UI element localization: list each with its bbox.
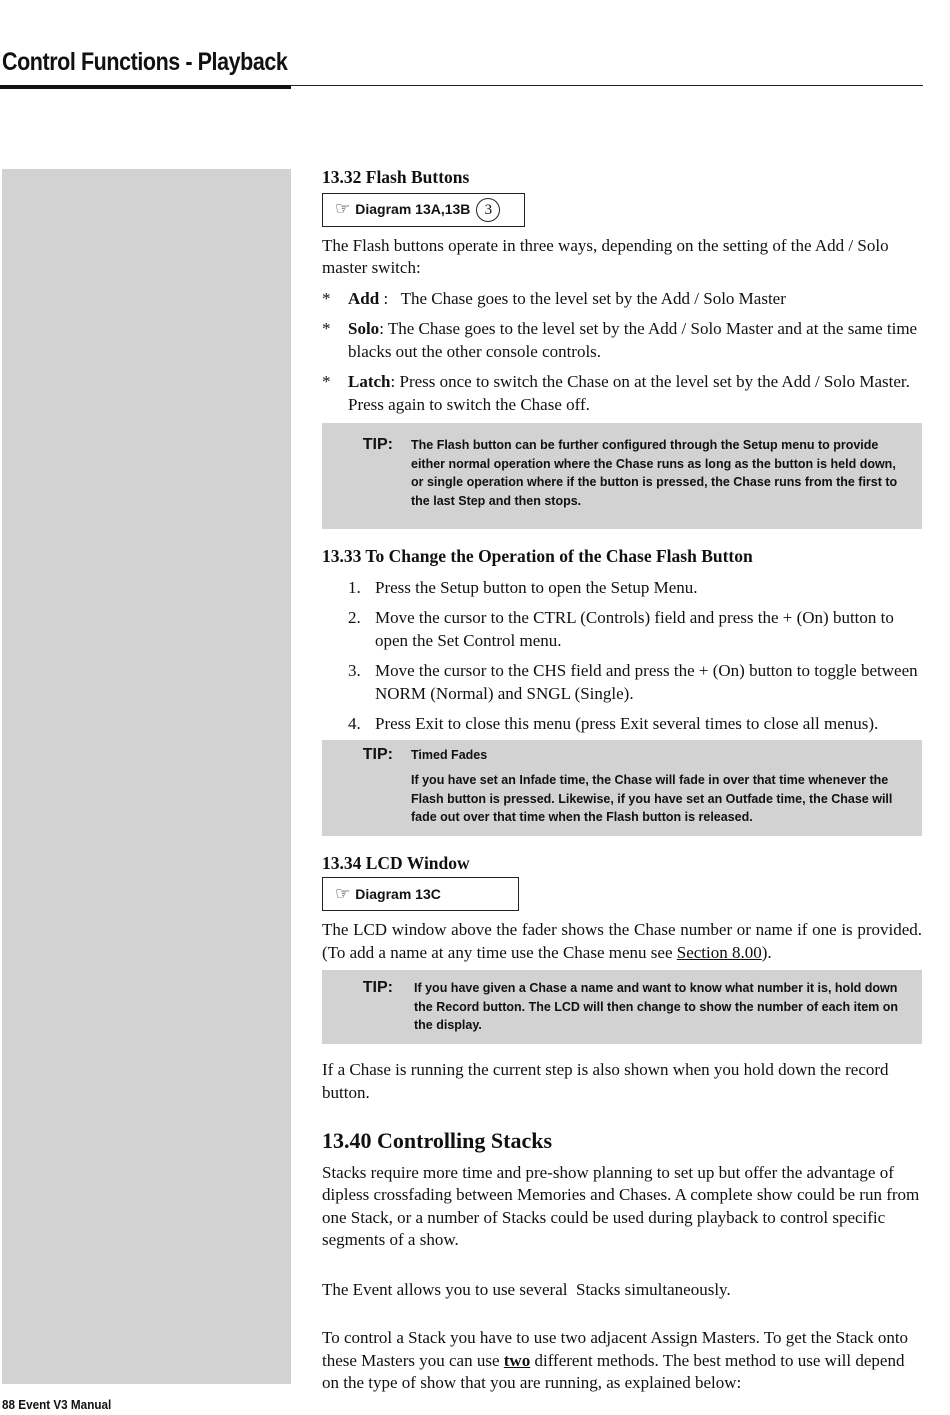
bullet-term: Add xyxy=(348,288,380,308)
main-content xyxy=(322,166,922,1395)
section-heading-13-32: 13.32 Flash Buttons xyxy=(322,167,470,187)
diagram-reference xyxy=(322,193,525,227)
list-item: 4. Press Exit to close this menu (press Exit several times to close all menus). xyxy=(322,713,922,736)
bullet-term: Solo xyxy=(348,319,380,338)
lcd-window-paragraph: The LCD window above the fader shows the Chase number or name if one is provided. (To add a name at any time use the Chase menu see Section 8.00). xyxy=(322,920,922,962)
list-item: * Add : The Chase goes to the level set by the Add / Solo Master xyxy=(322,288,786,308)
tip-text: The Flash button can be further configured through the Setup menu to provide either normal operation where the Chase runs as long as the button is held down, or single operation where if the button is pressed, the Chase runs from the first to the last Step and then stops. xyxy=(411,438,898,508)
list-item: 2. Move the cursor to the CTRL (Controls) field and press the + (On) button to open the Set Control menu. xyxy=(322,607,922,652)
diagram-reference-label: Diagram 13A,13B xyxy=(355,201,471,218)
page-footer: 88 Event V3 Manual xyxy=(2,1397,112,1412)
section-link[interactable]: Section 8.00 xyxy=(676,942,762,962)
bullet-text: The Chase goes to the level set by the Add / Solo Master xyxy=(400,288,786,308)
tip-title: Timed Fades xyxy=(411,747,488,762)
stacks-paragraph-3: To control a Stack you have to use two adjacent Assign Masters. To get the Stack onto these Masters you can use two different methods. The best method to use will depend on the type of show that you are running, as explained below: xyxy=(322,1328,909,1392)
list-item: 1. Press the Setup button to open the Setup Menu. xyxy=(322,577,922,600)
tip-text: If you have given a Chase a name and want to know what number it is, hold down the Record button. The LCD will then change to show the number of each item on the display. xyxy=(414,981,899,1032)
tip-label: TIP: xyxy=(362,745,393,763)
header-rule-accent xyxy=(0,85,291,89)
flash-buttons-intro: The Flash buttons operate in three ways, depending on the setting of the Add / Solo master switch: xyxy=(322,235,889,277)
running-chase-paragraph: If a Chase is running the current step is also shown when you hold down the record button. xyxy=(322,1060,889,1102)
bullet-text: Press once to switch the Chase on at the level set by the Add / Solo Master. Press again to switch the Chase off. xyxy=(348,372,910,414)
diagram-reference-label: Diagram 13C xyxy=(355,885,441,902)
section-heading-13-34: 13.34 LCD Window xyxy=(322,852,470,873)
tip-label: TIP: xyxy=(362,979,393,996)
tip-box xyxy=(322,970,922,1044)
list-item: * Solo: The Chase goes to the level set by the Add / Solo Master and at the same time blacks out the other console controls. xyxy=(322,319,918,361)
list-item: * Latch: Press once to switch the Chase on at the level set by the Add / Solo Master. Press again to switch the Chase off. xyxy=(322,372,910,414)
bullet-term: Latch xyxy=(348,372,391,391)
step-text: Move the cursor to the CHS field and press the + (On) button to toggle between NORM (Normal) and SNGL (Single). xyxy=(375,661,918,703)
page-header-title: Control Functions - Playback xyxy=(2,48,288,76)
stacks-paragraph-2: The Event allows you to use several Stacks simultaneously. xyxy=(322,1279,731,1299)
left-margin-panel xyxy=(2,169,291,1384)
tip-label: TIP: xyxy=(362,436,393,453)
bullet-text: The Chase goes to the level set by the Add / Solo Master and at the same time blacks out the other console controls. xyxy=(348,319,918,361)
diagram-number-badge: 3 xyxy=(476,198,500,222)
stacks-paragraph-1: Stacks require more time and pre-show planning to set up but offer the advantage of dipless crossfading between Memories and Chases. A complete show could be run from one Stack, or a number of Stacks could be used during playback to control specific segments of a show. xyxy=(322,1162,920,1249)
tip-box xyxy=(322,740,922,836)
list-item: 3. Move the cursor to the CHS field and press the + (On) button to toggle between NORM (Normal) and SNGL (Single). xyxy=(322,660,922,705)
pointing-hand-icon: ☞ xyxy=(335,883,351,903)
tip-box xyxy=(322,423,922,529)
step-text: Move the cursor to the CTRL (Controls) field and press the + (On) button to open the Set Control menu. xyxy=(375,608,894,650)
step-text: Press the Setup button to open the Setup Menu. xyxy=(375,577,698,597)
diagram-reference xyxy=(322,877,519,911)
section-heading-13-33: 13.33 To Change the Operation of the Chase Flash Button xyxy=(322,546,753,566)
emphasis-two: two xyxy=(503,1350,531,1370)
section-heading-13-40: 13.40 Controlling Stacks xyxy=(322,1128,553,1153)
tip-text: If you have set an Infade time, the Chase will fade in over that time whenever the Flash button is pressed. Likewise, if you have set an Outfade time, the Chase will fade out over that time when the Flash button is released. xyxy=(411,773,893,824)
step-text: Press Exit to close this menu (press Exit several times to close all menus). xyxy=(375,714,879,733)
pointing-hand-icon: ☞ xyxy=(335,199,351,219)
